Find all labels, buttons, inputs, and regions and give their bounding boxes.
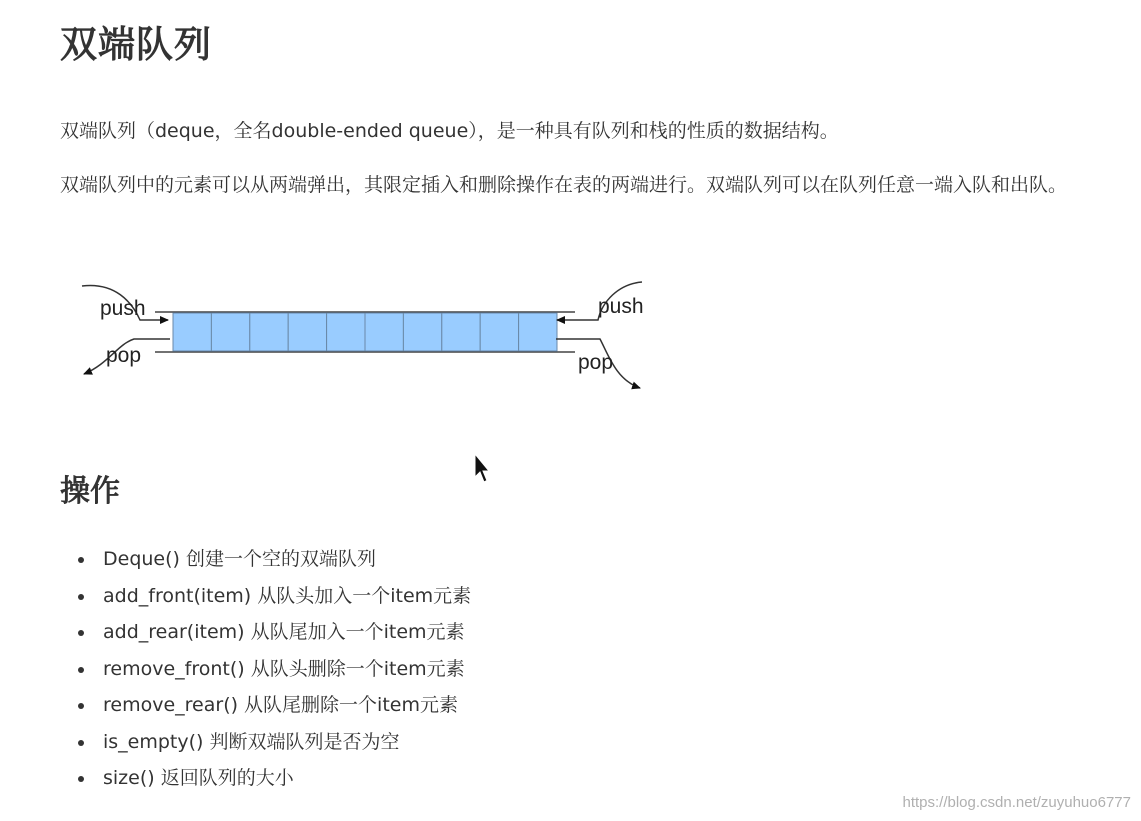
deque-cell — [365, 313, 403, 351]
list-item — [78, 687, 471, 724]
list-item-text: is_empty() 判断双端队列是否为空 — [103, 730, 400, 753]
deque-cell — [173, 313, 211, 351]
deque-cell — [327, 313, 365, 351]
list-item-text: add_rear(item) 从队尾加入一个item元素 — [103, 621, 465, 643]
deque-cell — [519, 313, 557, 351]
bullet-icon — [78, 776, 84, 782]
deque-cell — [211, 313, 249, 351]
right-push-label: push — [598, 295, 644, 318]
operations-list — [78, 541, 471, 797]
list-item — [78, 724, 471, 761]
intro-paragraph: 双端队列（deque，全名double-ended queue），是一种具有队列和栈的性质的数据结构。 — [60, 120, 839, 142]
deque-cell — [288, 313, 326, 351]
list-item-text: Deque() 创建一个空的双端队列 — [103, 548, 376, 570]
bullet-icon — [78, 594, 84, 600]
cursor-arrow-icon — [473, 453, 491, 485]
list-item-text: remove_front() 从队头删除一个item元素 — [103, 657, 465, 680]
deque-cells — [173, 313, 557, 351]
bullet-icon — [78, 557, 84, 563]
right-pop-label: pop — [578, 351, 614, 374]
deque-diagram — [70, 276, 670, 408]
list-item — [78, 651, 471, 688]
operations-heading: 操作 — [60, 474, 120, 509]
list-item — [78, 760, 471, 797]
deque-cell — [480, 313, 518, 351]
bullet-icon — [78, 703, 84, 709]
bullet-icon — [78, 740, 84, 746]
list-item — [78, 614, 471, 651]
left-pop-label: pop — [106, 344, 142, 367]
left-push-label: push — [100, 297, 146, 320]
bullet-icon — [78, 630, 84, 636]
watermark: https://blog.csdn.net/zuyuhuo6777 — [902, 794, 1131, 811]
deque-cell — [403, 313, 441, 351]
bullet-icon — [78, 667, 84, 673]
page-title: 双端队列 — [60, 23, 212, 66]
deque-cell — [250, 313, 288, 351]
deque-cell — [442, 313, 480, 351]
list-item-text: add_front(item) 从队头加入一个item元素 — [103, 584, 472, 607]
list-item-text: remove_rear() 从队尾删除一个item元素 — [103, 694, 458, 716]
list-item — [78, 578, 471, 615]
description-paragraph: 双端队列中的元素可以从两端弹出，其限定插入和删除操作在表的两端进行。双端队列可以在队列任意一端入队和出队。 — [60, 174, 1068, 196]
list-item-text: size() 返回队列的大小 — [103, 767, 294, 789]
list-item — [78, 541, 471, 578]
